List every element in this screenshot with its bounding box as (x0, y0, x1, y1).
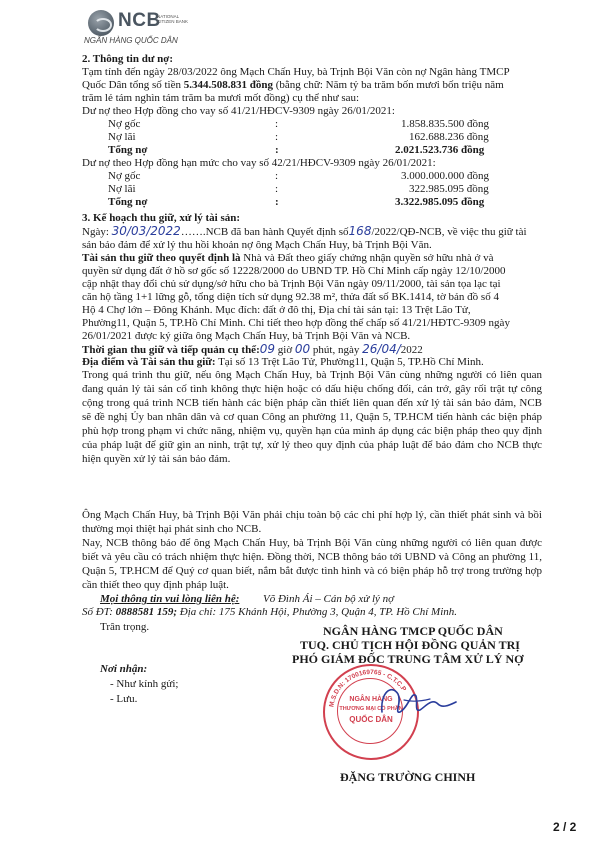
loan-1-total-label: Tổng nợ (108, 144, 148, 156)
section-3-heading: 3. Kế hoạch thu giữ, xử lý tài sản: (82, 212, 241, 224)
loan-2-total-value: 3.322.985.095 đồng (395, 196, 485, 208)
loan-2-interest-label: Nợ lãi (108, 183, 136, 195)
asset-line-7: 26/01/2021 được ký giữa ông Mạch Chấn Huy, bà Trịnh Bội Văn và NCB. (82, 330, 411, 342)
paragraph-costs: Ông Mạch Chấn Huy, bà Trịnh Bội Văn phải chịu toàn bộ các chi phí hợp lý, cần thiết phát sinh và bồi thường mọi thiệt hại phát sinh cho NCB. (82, 509, 542, 535)
handwritten-minute: 00 (294, 342, 311, 356)
loan-1-principal-label: Nợ gốc (108, 118, 141, 130)
loan-2-principal-value: 3.000.000.000 đồng (401, 170, 489, 182)
contact-label: Mọi thông tin vui lòng liên hệ: (100, 593, 240, 605)
debt-line-3: trăm lẻ tám nghìn tám trăm ba mươi mốt đồng) cụ thể như sau: (82, 92, 360, 104)
page-number: 2 / 2 (553, 820, 577, 834)
contact-phone: 0888581 159; (115, 606, 178, 618)
handwritten-date: 30/03/2022 (111, 224, 181, 238)
logo-tagline: NATIONAL CITIZEN BANK (157, 14, 189, 24)
paragraph-notice: Nay, NCB thông báo để ông Mạch Chấn Huy, bà Trịnh Bội Văn cùng những người có liên quan được biết và yêu cầu có trách nhiệm thực hiện. Đồng thời, NCB thông báo tới UBND và Công an phường 11, Quận 5, TP.HCM để Quý cơ quan biết, nắm bắt được tình hình và có biện pháp hỗ trợ trong trường hợp cần thiết theo quy định pháp luật. (82, 537, 542, 591)
loan-2-interest-sep: : (275, 183, 279, 195)
signature-scribble-icon (352, 672, 472, 732)
asset-line-2: quyền sử dụng đất ở hồ sơ gốc số 12228/2000 do UBND TP. Hồ Chí Minh cấp ngày 12/10/2000 (82, 265, 506, 277)
loan-1-principal-value: 1.858.835.500 đồng (401, 118, 489, 130)
seizure-place: Địa điểm và Tài sản thu giữ: Tại số 13 Trệt Lão Tử, Phường11, Quận 5, TP.Hồ Chí Minh. (82, 356, 484, 368)
handwritten-decision-number: 168 (348, 224, 372, 238)
signature-on-behalf: TUQ. CHỦ TỊCH HỘI ĐỒNG QUẢN TRỊ (300, 638, 520, 652)
signatory-name: ĐẶNG TRƯỜNG CHINH (340, 770, 476, 784)
loan-2-principal-label: Nợ gốc (108, 170, 141, 182)
paragraph-obstruction: Trong quá trình thu giữ, nếu ông Mạch Chấn Huy, bà Trịnh Bội Văn cùng những người có liên quan đang quản lý tài sản cố tình không thực hiện hoặc có dấu hiệu chống đối, cản trở, gây rối trật tự công cộng trong quá trình NCB tiến hành các biện pháp cần thiết liên quan đến xử lý tài sản bảo đảm, NCB sẽ đề nghị Ủy ban nhân dân và cơ quan Công an phường 11, Quận 5, TP.HCM tiến hành các biện pháp phù hợp trong phạm vi chức năng, nhiệm vụ, quyền hạn của mình áp dụng các biện pháp theo quy định của pháp luật để giữ gìn an ninh, trật tự, xử lý theo quy định của pháp luật để bảo đảm cho NCB thực hiện quyền xử lý tài sản bảo đảm. (82, 369, 542, 465)
section-2-heading: 2. Thông tin dư nợ: (82, 53, 174, 65)
regards: Trân trọng. (100, 621, 150, 633)
decision-line: Ngày: 30/03/2022…….NCB đã ban hành Quyết định số168/2022/QĐ-NCB, về việc thu giữ tài (82, 224, 527, 238)
loan-1-total-sep: : (275, 144, 279, 156)
loan-1-title: Dư nợ theo Hợp đồng cho vay số 41/21/HĐCV-9309 ngày 26/01/2021: (82, 105, 395, 117)
recipient-item: - Lưu. (110, 693, 138, 705)
asset-line-1: Tài sản thu giữ theo quyết định là Nhà và Đất theo giấy chứng nhận quyền sở hữu nhà ở và (82, 252, 494, 264)
asset-line-5: Hộ 4 Chợ lớn – Đông Khánh. Mục đích: đất ở đô thị, Địa chỉ tài sản tại: 13 Trệt Lão Tử, (82, 304, 471, 316)
debt-line-1: Tạm tính đến ngày 28/03/2022 ông Mạch Chấn Huy, bà Trịnh Bội Văn còn nợ Ngân hàng TMCP (82, 66, 510, 78)
loan-2-title: Dư nợ theo Hợp đồng hạn mức cho vay số 42/21/HĐCV-9309 ngày 26/01/2021: (82, 157, 436, 169)
asset-line-6: Phường11, Quận 5, TP.Hồ Chí Minh. Chi tiết theo hợp đồng thế chấp số 41/21/HĐTC-9309 ngày (82, 317, 510, 329)
logo-brand: NCB (118, 10, 161, 31)
recipient-item: - Như kính gửi; (110, 678, 179, 690)
loan-2-principal-sep: : (275, 170, 279, 182)
loan-1-principal-sep: : (275, 118, 279, 130)
decision-line-2: sản bảo đảm để xử lý thu hồi khoản nợ ông Mạch Chấn Huy, bà Trịnh Bội Văn. (82, 239, 432, 251)
loan-2-total-label: Tổng nợ (108, 196, 148, 208)
loan-1-total-value: 2.021.523.736 đồng (395, 144, 485, 156)
asset-line-4: căn hộ tầng 1+1 lững gỗ, tổng diện tích sử dụng 92.38 m², thửa đất số BK.1414, tờ bản đồ số 4 (82, 291, 499, 303)
total-debt-amount: 5.344.508.831 đồng (183, 79, 273, 91)
contact-line: Số ĐT: 0888581 159; Địa chỉ: 175 Khánh Hội, Phường 3, Quận 4, TP. Hồ Chí Minh. (82, 606, 457, 618)
signature-role: PHÓ GIÁM ĐỐC TRUNG TÂM XỬ LÝ NỢ (292, 652, 524, 666)
handwritten-hour: 09 (259, 342, 276, 356)
ncb-logo-icon (88, 10, 114, 36)
logo-vn-name: NGÂN HÀNG QUỐC DÂN (84, 36, 178, 45)
asset-label: Tài sản thu giữ theo quyết định là (82, 252, 241, 264)
debt-line-2: Quốc Dân tổng số tiền 5.344.508.831 đồng (bằng chữ: Năm tỷ ba trăm bốn mươi bốn triệu năm (82, 79, 504, 91)
signature-org: NGÂN HÀNG TMCP QUỐC DÂN (323, 624, 503, 638)
loan-2-interest-value: 322.985.095 đồng (409, 183, 489, 195)
loan-1-interest-value: 162.688.236 đồng (409, 131, 489, 143)
loan-1-interest-label: Nợ lãi (108, 131, 136, 143)
loan-1-interest-sep: : (275, 131, 279, 143)
seal-line-1: NGÂN HÀNG (349, 696, 393, 703)
seal-line-2: THƯƠNG MẠI CỔ PHẦN (339, 706, 403, 712)
recipients-title: Nơi nhận: (100, 663, 148, 675)
seizure-time: Thời gian thu giữ và tiếp quản cụ thể:09 giờ 00 phút, ngày 26/04/2022 (82, 342, 423, 356)
asset-line-3: cập nhật thay đổi chủ sử dụng/sở hữu cho bà Trịnh Bội Văn ngày 09/11/2000, tài sản tọa lạc tại (82, 278, 501, 290)
contact-name: Võ Đình Ái – Cán bộ xử lý nợ (263, 593, 395, 605)
seal-ring-text: M.S.D.N: 1700169765 - C.T.C.P (328, 668, 408, 708)
handwritten-day: 26/04/ (362, 342, 401, 356)
loan-2-total-sep: : (275, 196, 279, 208)
seal-line-3: QUỐC DÂN (349, 715, 393, 724)
bank-logo (82, 8, 202, 45)
